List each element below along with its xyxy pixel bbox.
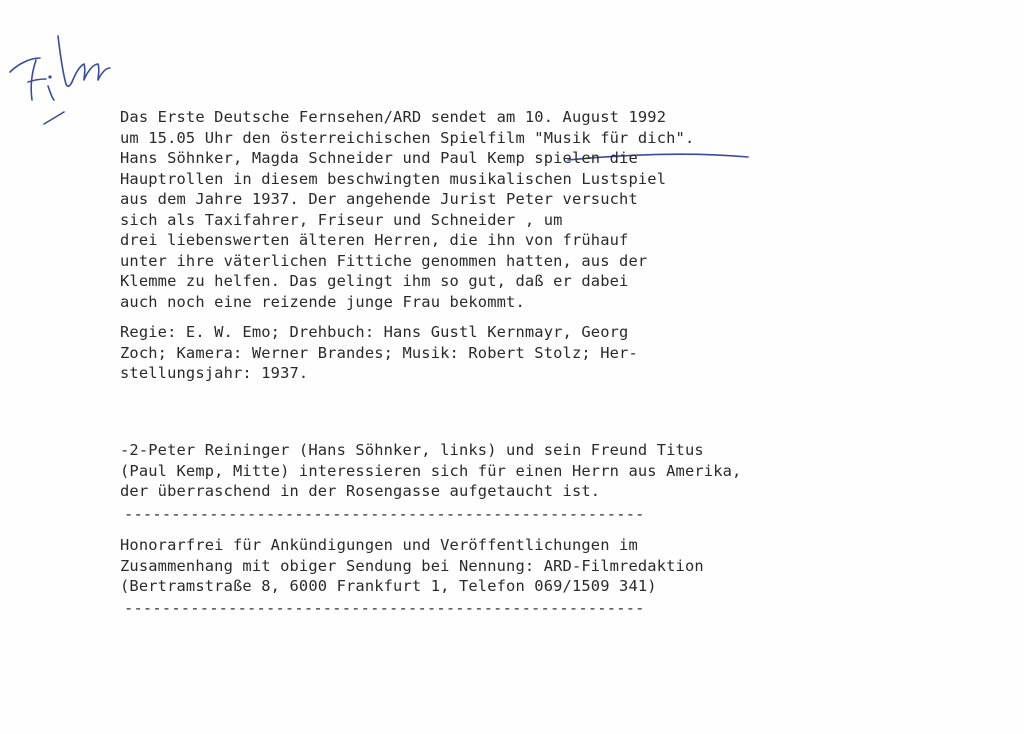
handwritten-film-note — [0, 0, 140, 140]
text-line: Zoch; Kamera: Werner Brandes; Musik: Robert Stolz; Her- — [120, 343, 638, 362]
text-line: (Paul Kemp, Mitte) interessieren sich für einen Herrn aus Amerika, — [120, 461, 742, 480]
dashed-separator: ------------------------------------------------------- — [124, 506, 645, 522]
dashed-separator: ------------------------------------------------------- — [124, 600, 645, 616]
text-line: auch noch eine reizende junge Frau bekommt. — [120, 292, 525, 311]
text-line: aus dem Jahre 1937. Der angehende Jurist Peter versucht — [120, 190, 638, 208]
usage-rights-notice — [120, 535, 704, 597]
text-line: Hauptrollen in diesem beschwingten musikalischen Lustspiel — [120, 169, 667, 188]
text-line: um 15.05 Uhr den österreichischen Spielfilm "Musik für dich". — [120, 128, 695, 147]
text-line: stellungsjahr: 1937. — [120, 364, 309, 382]
text-line: Hans Söhnker, Magda Schneider und Paul Kemp spielen die — [120, 149, 638, 167]
text-line: Klemme zu helfen. Das gelingt ihm so gut, daß er dabei — [120, 272, 629, 290]
text-line: (Bertramstraße 8, 6000 Frankfurt 1, Telefon 069/1509 341) — [120, 577, 657, 595]
text-line: Honorarfrei für Ankündigungen und Veröffentlichungen im — [120, 536, 638, 554]
text-line: drei liebenswerten älteren Herren, die ihn von frühauf — [120, 231, 629, 249]
text-line: Regie: E. W. Emo; Drehbuch: Hans Gustl Kernmayr, Georg — [120, 323, 629, 341]
text-line: sich als Taxifahrer, Friseur und Schneider , um — [120, 210, 563, 229]
text-line: unter ihre väterlichen Fittiche genommen hatten, aus der — [120, 251, 648, 270]
photo-caption — [120, 440, 741, 502]
text-line: der überraschend in der Rosengasse aufgetaucht ist. — [120, 482, 601, 500]
text-line: -2-Peter Reininger (Hans Söhnker, links) und sein Freund Titus — [120, 441, 704, 459]
film-credits-paragraph — [120, 322, 638, 384]
synopsis-paragraph — [120, 107, 694, 312]
text-line: Das Erste Deutsche Fernsehen/ARD sendet am 10. August 1992 — [120, 108, 667, 126]
text-line: Zusammenhang mit obiger Sendung bei Nennung: ARD-Filmredaktion — [120, 556, 704, 575]
